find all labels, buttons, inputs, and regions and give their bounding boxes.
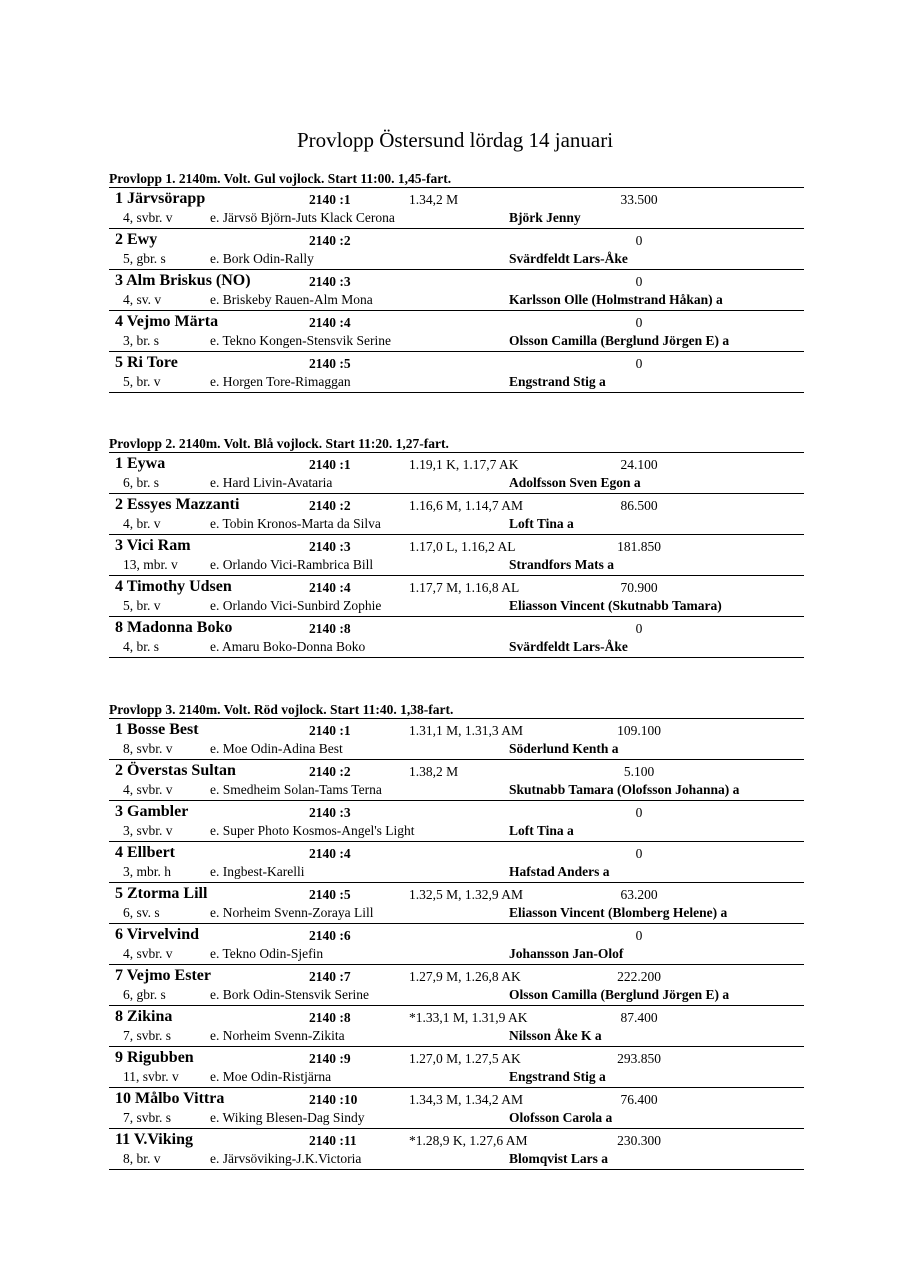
pedigree: e. Smedheim Solan-Tams Terna — [210, 782, 382, 797]
prize-money: 33.500 — [620, 192, 658, 207]
driver-name: Skutnabb Tamara (Olofsson Johanna) a — [509, 782, 740, 797]
pedigree: e. Hard Livin-Avataria — [210, 475, 333, 490]
pedigree: e. Briskeby Rauen-Alm Mona — [210, 292, 373, 307]
age-color-sex: 3, mbr. h — [123, 864, 172, 879]
race-header: Provlopp 2. 2140m. Volt. Blå vojlock. Start 11:20. 1,27-fart. — [109, 436, 804, 453]
horse-entry — [109, 535, 804, 576]
horse-entry — [109, 188, 804, 229]
horse-name: 11 V.Viking — [115, 1131, 193, 1148]
horse-entry — [109, 494, 804, 535]
distance-post: 2140 :1 — [309, 457, 351, 472]
age-color-sex: 13, mbr. v — [123, 557, 178, 572]
horse-entry — [109, 719, 804, 760]
horse-entry — [109, 1129, 804, 1170]
driver-name: Adolfsson Sven Egon a — [509, 475, 641, 490]
horse-name: 5 Ztorma Lill — [115, 885, 208, 902]
pedigree: e. Tobin Kronos-Marta da Silva — [210, 516, 381, 531]
distance-post: 2140 :4 — [309, 315, 351, 330]
prize-money: 5.100 — [623, 764, 655, 779]
horse-entry — [109, 883, 804, 924]
driver-name: Eliasson Vincent (Skutnabb Tamara) — [509, 598, 722, 613]
prize-money: 24.100 — [620, 457, 658, 472]
driver-name: Loft Tina a — [509, 823, 574, 838]
age-color-sex: 4, br. s — [123, 639, 160, 654]
prize-money: 0 — [635, 274, 643, 289]
horse-name: 1 Järvsörapp — [115, 190, 206, 207]
driver-name: Svärdfeldt Lars-Åke — [509, 639, 628, 654]
prize-money: 76.400 — [620, 1092, 658, 1107]
pedigree: e. Tekno Kongen-Stensvik Serine — [210, 333, 392, 348]
prize-money: 230.300 — [617, 1133, 661, 1148]
race-section-3 — [109, 702, 804, 1170]
prize-money: 0 — [635, 805, 643, 820]
distance-post: 2140 :7 — [309, 969, 351, 984]
horse-entry — [109, 760, 804, 801]
pedigree: e. Super Photo Kosmos-Angel's Light — [210, 823, 415, 838]
horse-name: 8 Zikina — [115, 1008, 173, 1025]
driver-name: Strandfors Mats a — [509, 557, 614, 572]
distance-post: 2140 :9 — [309, 1051, 351, 1066]
age-color-sex: 4, svbr. v — [123, 210, 173, 225]
distance-post: 2140 :3 — [309, 539, 351, 554]
race-section-1 — [109, 171, 804, 393]
horse-list — [109, 188, 804, 393]
pedigree: e. Järvsö Björn-Juts Klack Cerona — [210, 210, 395, 225]
horse-name: 9 Rigubben — [115, 1049, 194, 1066]
horse-name: 3 Alm Briskus (NO) — [115, 272, 251, 289]
pedigree: e. Moe Odin-Ristjärna — [210, 1069, 332, 1084]
age-color-sex: 4, br. v — [123, 516, 161, 531]
horse-list — [109, 453, 804, 658]
age-color-sex: 8, svbr. v — [123, 741, 173, 756]
horse-entry — [109, 576, 804, 617]
record-time: 1.34,3 M, 1.34,2 AM — [409, 1092, 524, 1107]
age-color-sex: 3, br. s — [123, 333, 160, 348]
horse-entry — [109, 965, 804, 1006]
pedigree: e. Orlando Vici-Rambrica Bill — [210, 557, 374, 572]
prize-money: 87.400 — [620, 1010, 658, 1025]
distance-post: 2140 :10 — [309, 1092, 358, 1107]
driver-name: Engstrand Stig a — [509, 374, 606, 389]
horse-entry — [109, 924, 804, 965]
record-time: 1.17,7 M, 1.16,8 AL — [409, 580, 520, 595]
horse-name: 4 Vejmo Märta — [115, 313, 219, 330]
distance-post: 2140 :4 — [309, 846, 351, 861]
horse-name: 6 Virvelvind — [115, 926, 200, 943]
horse-name: 7 Vejmo Ester — [115, 967, 211, 984]
pedigree: e. Ingbest-Karelli — [210, 864, 305, 879]
prize-money: 63.200 — [620, 887, 658, 902]
prize-money: 0 — [635, 315, 643, 330]
age-color-sex: 6, sv. s — [123, 905, 160, 920]
horse-entry — [109, 229, 804, 270]
driver-name: Björk Jenny — [509, 210, 581, 225]
age-color-sex: 4, svbr. v — [123, 782, 173, 797]
record-time: *1.33,1 M, 1.31,9 AK — [409, 1010, 528, 1025]
prize-money: 293.850 — [617, 1051, 661, 1066]
record-time: 1.27,0 M, 1.27,5 AK — [409, 1051, 521, 1066]
horse-name: 2 Essyes Mazzanti — [115, 496, 240, 513]
pedigree: e. Wiking Blesen-Dag Sindy — [210, 1110, 365, 1125]
horse-entry — [109, 801, 804, 842]
driver-name: Svärdfeldt Lars-Åke — [509, 251, 628, 266]
distance-post: 2140 :6 — [309, 928, 351, 943]
horse-entry — [109, 842, 804, 883]
pedigree: e. Amaru Boko-Donna Boko — [210, 639, 366, 654]
age-color-sex: 3, svbr. v — [123, 823, 173, 838]
age-color-sex: 5, br. v — [123, 374, 161, 389]
age-color-sex: 7, svbr. s — [123, 1028, 172, 1043]
prize-money: 0 — [635, 846, 643, 861]
race-header: Provlopp 1. 2140m. Volt. Gul vojlock. Start 11:00. 1,45-fart. — [109, 171, 804, 188]
horse-name: 2 Överstas Sultan — [115, 762, 236, 779]
distance-post: 2140 :5 — [309, 356, 351, 371]
age-color-sex: 5, br. v — [123, 598, 161, 613]
prize-money: 0 — [635, 928, 643, 943]
distance-post: 2140 :8 — [309, 621, 351, 636]
horse-name: 10 Målbo Vittra — [115, 1090, 225, 1107]
distance-post: 2140 :8 — [309, 1010, 351, 1025]
distance-post: 2140 :1 — [309, 723, 351, 738]
record-time: *1.28,9 K, 1.27,6 AM — [409, 1133, 528, 1148]
driver-name: Nilsson Åke K a — [509, 1028, 602, 1043]
distance-post: 2140 :11 — [309, 1133, 357, 1148]
distance-post: 2140 :4 — [309, 580, 351, 595]
horse-entry — [109, 1047, 804, 1088]
driver-name: Eliasson Vincent (Blomberg Helene) a — [509, 905, 728, 920]
horse-entry — [109, 311, 804, 352]
horse-entry — [109, 1006, 804, 1047]
distance-post: 2140 :3 — [309, 274, 351, 289]
horse-name: 5 Ri Tore — [115, 354, 178, 371]
race-section-2 — [109, 436, 804, 658]
distance-post: 2140 :3 — [309, 805, 351, 820]
record-time: 1.38,2 M — [409, 764, 459, 779]
driver-name: Loft Tina a — [509, 516, 574, 531]
horse-name: 2 Ewy — [115, 231, 158, 248]
prize-money: 70.900 — [620, 580, 658, 595]
distance-post: 2140 :2 — [309, 233, 351, 248]
record-time: 1.34,2 M — [409, 192, 459, 207]
horse-name: 8 Madonna Boko — [115, 619, 233, 636]
distance-post: 2140 :5 — [309, 887, 351, 902]
horse-entry — [109, 352, 804, 393]
page-title: Provlopp Östersund lördag 14 januari — [296, 128, 614, 152]
horse-name: 4 Timothy Udsen — [115, 578, 232, 595]
driver-name: Engstrand Stig a — [509, 1069, 606, 1084]
age-color-sex: 5, gbr. s — [123, 251, 166, 266]
horse-entry — [109, 617, 804, 658]
record-time: 1.32,5 M, 1.32,9 AM — [409, 887, 524, 902]
horse-entry — [109, 1088, 804, 1129]
age-color-sex: 6, gbr. s — [123, 987, 166, 1002]
driver-name: Johansson Jan-Olof — [509, 946, 624, 961]
prize-money: 109.100 — [617, 723, 661, 738]
age-color-sex: 4, svbr. v — [123, 946, 173, 961]
record-time: 1.27,9 M, 1.26,8 AK — [409, 969, 521, 984]
prize-money: 86.500 — [620, 498, 658, 513]
horse-entry — [109, 453, 804, 494]
driver-name: Olsson Camilla (Berglund Jörgen E) a — [509, 333, 730, 348]
record-time: 1.16,6 M, 1.14,7 AM — [409, 498, 524, 513]
pedigree: e. Norheim Svenn-Zoraya Lill — [210, 905, 374, 920]
pedigree: e. Orlando Vici-Sunbird Zophie — [210, 598, 382, 613]
race-header: Provlopp 3. 2140m. Volt. Röd vojlock. Start 11:40. 1,38-fart. — [109, 702, 804, 719]
driver-name: Söderlund Kenth a — [509, 741, 619, 756]
record-time: 1.17,0 L, 1.16,2 AL — [409, 539, 516, 554]
prize-money: 0 — [635, 621, 643, 636]
driver-name: Olsson Camilla (Berglund Jörgen E) a — [509, 987, 730, 1002]
pedigree: e. Tekno Odin-Sjefin — [210, 946, 324, 961]
prize-money: 0 — [635, 356, 643, 371]
driver-name: Hafstad Anders a — [509, 864, 610, 879]
record-time: 1.19,1 K, 1.17,7 AK — [409, 457, 519, 472]
distance-post: 2140 :2 — [309, 764, 351, 779]
horse-name: 1 Bosse Best — [115, 721, 199, 738]
horse-name: 4 Ellbert — [115, 844, 175, 861]
prize-money: 222.200 — [617, 969, 661, 984]
driver-name: Karlsson Olle (Holmstrand Håkan) a — [509, 292, 723, 307]
age-color-sex: 7, svbr. s — [123, 1110, 172, 1125]
age-color-sex: 6, br. s — [123, 475, 160, 490]
pedigree: e. Järvsöviking-J.K.Victoria — [210, 1151, 362, 1166]
horse-entry — [109, 270, 804, 311]
pedigree: e. Bork Odin-Rally — [210, 251, 314, 266]
horse-name: 3 Vici Ram — [115, 537, 191, 554]
driver-name: Blomqvist Lars a — [509, 1151, 609, 1166]
record-time: 1.31,1 M, 1.31,3 AM — [409, 723, 524, 738]
prize-money: 0 — [635, 233, 643, 248]
driver-name: Olofsson Carola a — [509, 1110, 613, 1125]
horse-name: 3 Gambler — [115, 803, 189, 820]
pedigree: e. Norheim Svenn-Zikita — [210, 1028, 345, 1043]
distance-post: 2140 :2 — [309, 498, 351, 513]
age-color-sex: 11, svbr. v — [123, 1069, 179, 1084]
age-color-sex: 4, sv. v — [123, 292, 162, 307]
age-color-sex: 8, br. v — [123, 1151, 161, 1166]
distance-post: 2140 :1 — [309, 192, 351, 207]
horse-name: 1 Eywa — [115, 455, 166, 472]
pedigree: e. Horgen Tore-Rimaggan — [210, 374, 351, 389]
pedigree: e. Bork Odin-Stensvik Serine — [210, 987, 369, 1002]
prize-money: 181.850 — [617, 539, 661, 554]
horse-list — [109, 719, 804, 1170]
pedigree: e. Moe Odin-Adina Best — [210, 741, 343, 756]
